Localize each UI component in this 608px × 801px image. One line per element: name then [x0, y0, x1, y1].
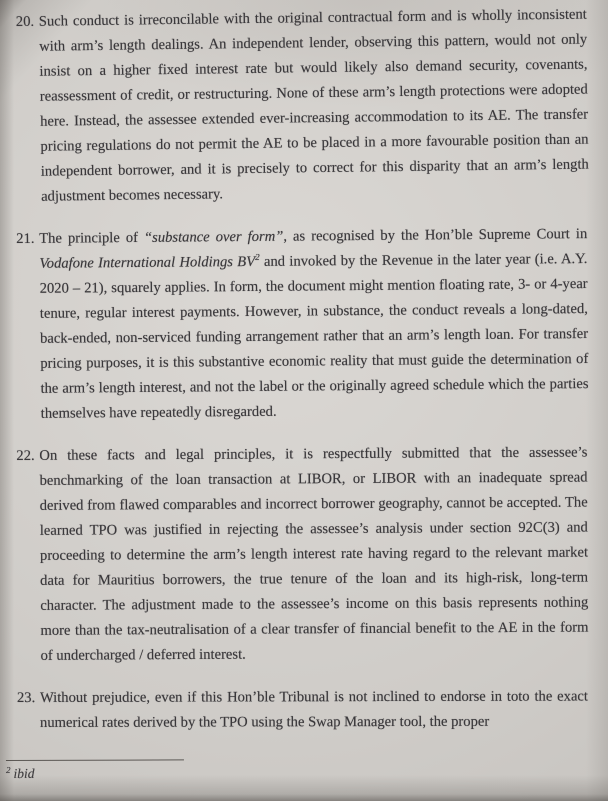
footnote-text: ibid — [13, 765, 35, 781]
paragraph-text-mid: , as recognised by the Hon’ble Supreme Court in — [283, 226, 588, 245]
quoted-phrase-italic: “substance over form” — [143, 228, 284, 246]
footnote-rule — [6, 759, 184, 761]
legal-paragraph-22 — [16, 441, 588, 669]
case-citation-italic: Vodafone International Holdings BV — [39, 253, 256, 272]
paragraph-text-lead: The principle of — [39, 229, 145, 247]
paragraph-text: Without prejudice, even if this Hon’ble Tribunal is not inclined to endorse in toto the exact numerical rates derived by the TPO using the Swap Manager tool, the proper — [39, 688, 588, 731]
legal-paragraph-21 — [16, 222, 589, 427]
footnote-line — [6, 765, 406, 782]
footnote-marker: 2 — [5, 764, 11, 775]
footnote-section — [6, 759, 406, 782]
paragraph-text: On these facts and legal principles, it is respectfully submitted that the assessee’s benchmarking of the loan transaction at LIBOR, or LIBOR with an inadequate spread derived from flawed comparables and incorrect borrower geography, cannot be accepted. The learned TPO was justified in rejecting the assessee’s analysis under section 92C(3) and proceeding to determine the arm’s length interest rate having regard to the relevant market data for Mauritius borrowers, the true tenure of the loan and its high-risk, long-term character. The adjustment made to the assessee’s income on this basis represents nothing more than the tax-neutralisation of a clear transfer of financial benefit to the AE in the form of undercharged / deferred interest. — [39, 444, 589, 664]
paragraph-text-rest: and invoked by the Revenue in the later year (i.e. A.Y. 2020 – 21), squarely applies. In form, the document might mention floating rate, 3- or 4-year tenure, regular interest payments. However, in substance, the conduct reveals a long-dated, back-ended, non-serviced funding arrangement rather that an arm’s length loan. For transfer pricing purposes, it is this substantive economic reality that must guide the determination of the arm’s length interest, and not the label or the originally agreed schedule which the parties themselves have repeatedly disregarded. — [39, 251, 589, 422]
paragraph-number: 23. — [16, 689, 36, 706]
paragraph-text: Such conduct is irreconcilable with the original contractual form and is wholly inconsistent with arm’s length dealings. An independent lender, observing this pattern, would not only insist on a higher fixed interest rate but would likely also demand security, covenants, reassessment of credit, or restructuring. None of these arm’s length protections were adopted here. Instead, the assessee extended ever-increasing accommodation to its AE. The transfer pricing regulations do not permit the AE to be placed in a more favourable position than an independent borrower, and it is precisely to correct for this disparity that an arm’s length adjustment becomes necessary. — [38, 6, 589, 205]
paragraph-number: 21. — [16, 230, 35, 248]
legal-paragraph-20 — [16, 3, 590, 210]
paragraph-number: 22. — [16, 447, 35, 465]
footnote-reference: 2 — [255, 252, 260, 263]
legal-paragraph-23 — [17, 685, 588, 736]
paragraph-number: 20. — [15, 13, 35, 31]
